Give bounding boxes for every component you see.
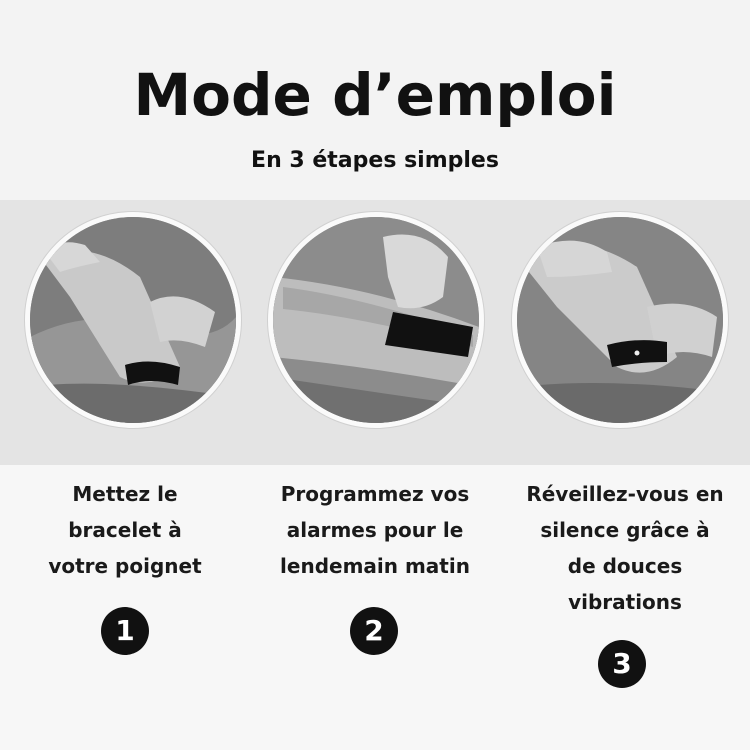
step-3-text: [500, 476, 750, 620]
step-3-line-4: vibrations: [568, 590, 682, 614]
step-1-text: [0, 476, 250, 584]
wrist-display-photo-icon: [273, 217, 479, 423]
step-3-line-1: Réveillez-vous en: [526, 482, 724, 506]
step-2-text: [250, 476, 500, 584]
step-2-line-2: alarmes pour le: [286, 518, 464, 542]
step-2-line-1: Programmez vos: [280, 482, 470, 506]
step-1-badge: 1: [101, 607, 149, 655]
wrist-band-photo-icon: [517, 217, 723, 423]
step-1-line-1: Mettez le: [72, 482, 178, 506]
step-3-badge: 3: [598, 640, 646, 688]
step-3-photo: [512, 212, 728, 428]
step-1-line-2: bracelet à: [68, 518, 182, 542]
step-3-line-2: silence grâce à: [540, 518, 710, 542]
step-1-photo: [25, 212, 241, 428]
step-3-line-3: de douces: [567, 554, 683, 578]
page-title: Mode d’emploi: [133, 61, 617, 129]
step-2-photo: [268, 212, 484, 428]
wrist-strap-photo-icon: [30, 217, 236, 423]
step-2-line-3: lendemain matin: [280, 554, 470, 578]
step-2-badge: 2: [350, 607, 398, 655]
page-subtitle: En 3 étapes simples: [251, 148, 499, 173]
step-1-line-3: votre poignet: [48, 554, 202, 578]
